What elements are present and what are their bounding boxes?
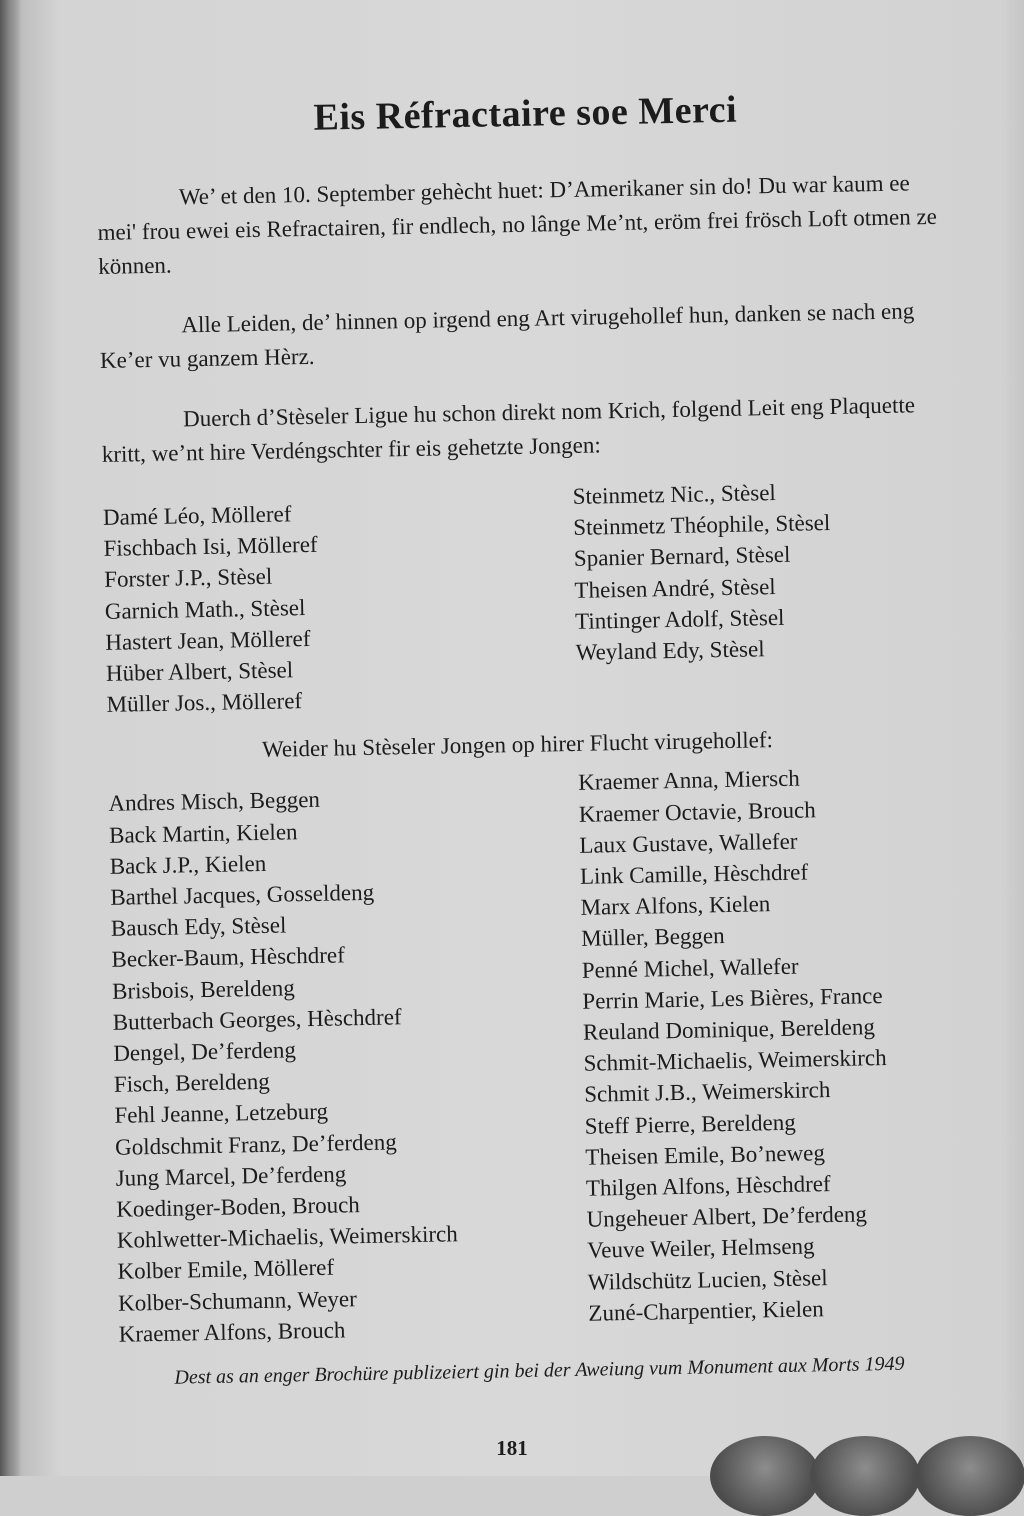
spine-shadow (0, 0, 22, 1476)
name-entry: Steinmetz Nic., Stèsel (572, 480, 777, 509)
name-entry: Dengel, De’ferdeng (113, 1037, 297, 1066)
name-entry: Becker-Baum, Hèschdref (111, 942, 345, 973)
name-entry: Tintinger Adolf, Stèsel (574, 604, 785, 634)
name-entry: Zuné-Charpentier, Kielen (588, 1296, 824, 1326)
name-entry: Kraemer Alfons, Brouch (118, 1317, 346, 1347)
plaquette-list-right (572, 474, 956, 712)
name-entry: Hüber Albert, Stèsel (105, 657, 294, 686)
helpers-list-left (108, 779, 589, 1350)
name-entry: Schmit-Michaelis, Weimerskirch (583, 1045, 887, 1077)
name-entry: Damé Léo, Mölleref (102, 501, 292, 530)
name-entry: Theisen Emile, Bo’neweg (585, 1140, 826, 1170)
plaquette-list-left (103, 493, 577, 720)
name-entry: Fehl Jeanne, Letzeburg (114, 1099, 329, 1129)
name-entry: Kolber-Schumann, Weyer (117, 1285, 357, 1316)
name-entry: Back Martin, Kielen (108, 818, 298, 848)
coin-image (810, 1436, 920, 1516)
helpers-list-right (578, 760, 969, 1341)
name-entry: Weyland Edy, Stèsel (575, 636, 765, 665)
name-entry: Perrin Marie, Les Bières, France (582, 982, 883, 1014)
name-entry: Andres Misch, Beggen (108, 787, 321, 817)
name-entry: Reuland Dominique, Bereldeng (582, 1014, 876, 1045)
name-entry: Ungeheuer Albert, De’ferdeng (586, 1201, 868, 1233)
name-entry: Marx Alfons, Kielen (580, 891, 771, 921)
name-entry: Schmit J.B., Weimerskirch (583, 1077, 831, 1108)
name-entry: Müller, Beggen (580, 923, 725, 952)
name-entry: Goldschmit Franz, De’ferdeng (114, 1129, 397, 1160)
page-content (95, 84, 970, 1391)
name-entry: Wildschütz Lucien, Stèsel (587, 1264, 828, 1295)
name-entry: Bausch Edy, Stèsel (110, 912, 287, 942)
name-entry: Fisch, Bereldeng (113, 1069, 270, 1098)
name-entry: Thilgen Alfons, Hèschdref (585, 1171, 831, 1201)
name-entry: Butterbach Georges, Hèschdref (112, 1004, 402, 1035)
name-entry: Kohlwetter-Michaelis, Weimerskirch (116, 1221, 458, 1254)
paragraph-2: Alle Leiden, de’ hinnen op irgend eng Art virugehollef hun, danken se nach eng Ke’er vu ganzem Hèrz. (99, 298, 915, 373)
coin-image (915, 1436, 1024, 1516)
name-entry: Veuve Weiler, Helmseng (586, 1233, 815, 1264)
paragraph-3: Duerch d’Stèseler Ligue hu schon direkt nom Krich, folgend Leit eng Plaquette kritt, we’nt hire Verdéngschter fir eis gehetzte Jongen: (101, 392, 916, 467)
name-entry: Theisen André, Stèsel (574, 573, 776, 603)
page-number: 181 (496, 1436, 528, 1460)
name-entry: Kraemer Anna, Miersch (577, 766, 801, 796)
coins-photo-edge (690, 1440, 1024, 1476)
name-entry: Barthel Jacques, Gosseldeng (110, 879, 375, 910)
name-entry: Kolber Emile, Mölleref (117, 1255, 335, 1285)
name-entry: Laux Gustave, Wallefer (579, 828, 798, 858)
name-entry: Link Camille, Hèschdref (579, 859, 809, 889)
name-entry: Jung Marcel, De’ferdeng (115, 1161, 347, 1191)
name-entry: Steinmetz Théophile, Stèsel (573, 510, 831, 541)
caption: Dest as an enger Brochüre publizeiert gin bei der Aweiung vum Monument aux Morts 1949 (174, 1352, 905, 1389)
name-entry: Fischbach Isi, Mölleref (103, 532, 318, 562)
name-entry: Hastert Jean, Mölleref (105, 625, 311, 655)
name-entry: Garnich Math., Stèsel (104, 594, 306, 624)
name-entry: Müller Jos., Mölleref (106, 688, 303, 718)
name-entry: Kraemer Octavie, Brouch (578, 796, 816, 827)
name-entry: Koedinger-Boden, Brouch (116, 1192, 361, 1222)
page-title: Eis Réfractaire soe Merci (313, 88, 738, 139)
name-entry: Steff Pierre, Bereldeng (584, 1109, 796, 1139)
subheading: Weider hu Stèseler Jongen op hirer Flucht virugehollef: (261, 727, 774, 763)
name-entry: Penné Michel, Wallefer (581, 953, 799, 983)
name-entry: Brisbois, Bereldeng (111, 974, 296, 1004)
coin-image (710, 1436, 820, 1516)
helpers-list (108, 766, 969, 1350)
paragraph-1: We’ et den 10. September gehècht huet: D’Amerikaner sin do! Du war kaum ee mei' frou ewei eis Refractairen, fir endlech, no lânge Me’nt, eröm frei frösch Loft otmen ze können. (97, 170, 938, 279)
plaquette-list (102, 480, 957, 721)
name-entry: Back J.P., Kielen (109, 850, 267, 879)
name-entry: Spanier Bernard, Stèsel (573, 542, 791, 572)
name-entry: Forster J.P., Stèsel (103, 564, 273, 593)
